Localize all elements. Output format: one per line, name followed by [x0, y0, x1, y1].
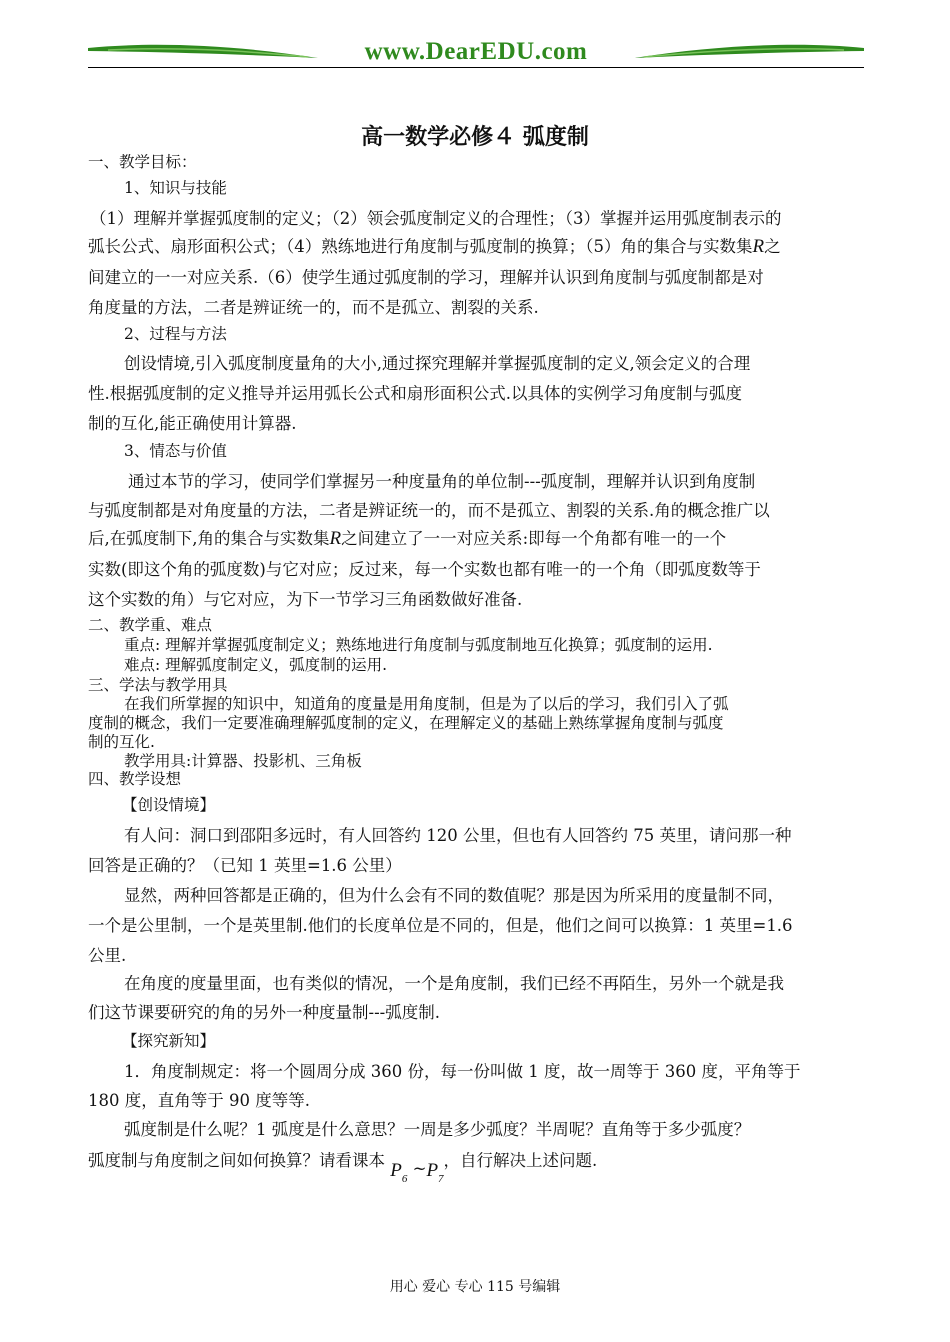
paragraph-line: 回答是正确的？（已知 1 英里=1.6 公里） [88, 856, 402, 875]
paragraph-line: 制的互化,能正确使用计算器. [88, 414, 297, 433]
paragraph-line: 一个是公里制，一个是英里制.他们的长度单位是不同的，但是，他们之间可以换算：1 英里=1.6 [88, 916, 793, 935]
paragraph-line: 在角度的度量里面，也有类似的情况，一个是角度制，我们已经不再陌生，另外一个就是我 [124, 974, 784, 993]
page-ref-end: $P_7$ [426, 1160, 444, 1185]
paragraph-line: 公里. [88, 946, 127, 965]
real-set-symbol: R [752, 236, 765, 257]
section-heading: 四、教学设想 [88, 770, 182, 788]
bracket-heading: 【探究新知】 [122, 1032, 216, 1050]
subsection-heading: 1、知识与技能 [124, 179, 227, 197]
paragraph-line: （1）理解并掌握弧度制的定义；（2）领会弧度制定义的合理性；（3）掌握并运用弧度制表示的 [90, 209, 782, 228]
paragraph-line: 1．角度制规定：将一个圆周分成 360 份，每一份叫做 1 度，故一周等于 360 度，平角等于 [124, 1062, 801, 1081]
paragraph-line: 与弧度制都是对角度量的方法，二者是辨证统一的，而不是孤立、割裂的关系.角的概念推广以 [88, 501, 770, 520]
paragraph-line: 在我们所掌握的知识中，知道角的度量是用角度制，但是为了以后的学习，我们引入了弧 [124, 695, 729, 713]
paragraph-line: 难点: 理解弧度制定义，弧度制的运用. [124, 656, 388, 674]
paragraph-line: 制的互化. [88, 733, 155, 751]
section-heading: 一、教学目标： [88, 153, 197, 171]
section-heading: 二、教学重、难点 [88, 616, 213, 634]
tilde-symbol: ~ [412, 1159, 427, 1178]
paragraph-line: 后,在弧度制下,角的集合与实数集R之间建立了一一对应关系:即每一个角都有唯一的一个 [88, 528, 727, 549]
paragraph-line: 实数(即这个角的弧度数)与它对应；反过来，每一个实数也都有唯一的一个角（即弧度数等于 [88, 560, 761, 579]
paragraph-line: 弧度制与角度制之间如何换算？请看课本 $P_6$ $\sim P_7$，自行解决上述问题. [88, 1151, 598, 1185]
paragraph-line: 有人问：洞口到邵阳多远时，有人回答约 120 公里，但也有人回答约 75 英里，请问那一种 [124, 826, 792, 845]
site-logo-text[interactable]: www.DearEDU.com [364, 38, 588, 65]
paragraph-line: 重点: 理解并掌握弧度制定义；熟练地进行角度制与弧度制地互化换算；弧度制的运用. [124, 636, 713, 654]
paragraph-line: 通过本节的学习，使同学们掌握另一种度量角的单位制---弧度制，理解并认识到角度制 [128, 472, 756, 491]
paragraph-line: 这个实数的角）与它对应，为下一节学习三角函数做好准备. [88, 590, 523, 609]
paragraph-line: 角度量的方法，二者是辨证统一的，而不是孤立、割裂的关系. [88, 298, 539, 317]
page-ref-start: $P_6$ [390, 1160, 408, 1185]
paragraph-line: 弧度制是什么呢？1 弧度是什么意思？一周是多少弧度？半周呢？直角等于多少弧度？ [124, 1120, 751, 1139]
page-footer: 用心 爱心 专心 115 号编辑 [389, 1279, 561, 1295]
subsection-heading: 3、情态与价值 [124, 442, 227, 460]
paragraph-line: 显然，两种回答都是正确的，但为什么会有不同的数值呢？那是因为所采用的度量制不同， [124, 886, 784, 905]
page-title: 高一数学必修４ 弧度制 [361, 124, 589, 150]
paragraph-line: 度制的概念，我们一定要准确理解弧度制的定义，在理解定义的基础上熟练掌握角度制与弧度 [88, 714, 724, 732]
paragraph-line: 性.根据弧度制的定义推导并运用弧长公式和扇形面积公式.以具体的实例学习角度制与弧度 [88, 384, 742, 403]
subsection-heading: 2、过程与方法 [124, 325, 227, 343]
paragraph-line: 创设情境,引入弧度制度量角的大小,通过探究理解并掌握弧度制的定义,领会定义的合理 [124, 354, 751, 373]
paragraph-line: 间建立的一一对应关系.（6）使学生通过弧度制的学习，理解并认识到角度制与弧度制都是对 [88, 268, 764, 287]
paragraph-line: 们这节课要研究的角的另外一种度量制---弧度制. [88, 1003, 440, 1022]
bracket-heading: 【创设情境】 [122, 796, 216, 814]
real-set-symbol: R [329, 528, 342, 549]
paragraph-line: 180 度，直角等于 90 度等等. [88, 1091, 310, 1110]
header-rule [88, 67, 864, 68]
paragraph-line: 弧长公式、扇形面积公式；（4）熟练地进行角度制与弧度制的换算；（5）角的集合与实数集R之 [88, 236, 781, 257]
paragraph-line: 教学用具:计算器、投影机、三角板 [124, 752, 362, 770]
section-heading: 三、学法与教学用具 [88, 676, 228, 694]
